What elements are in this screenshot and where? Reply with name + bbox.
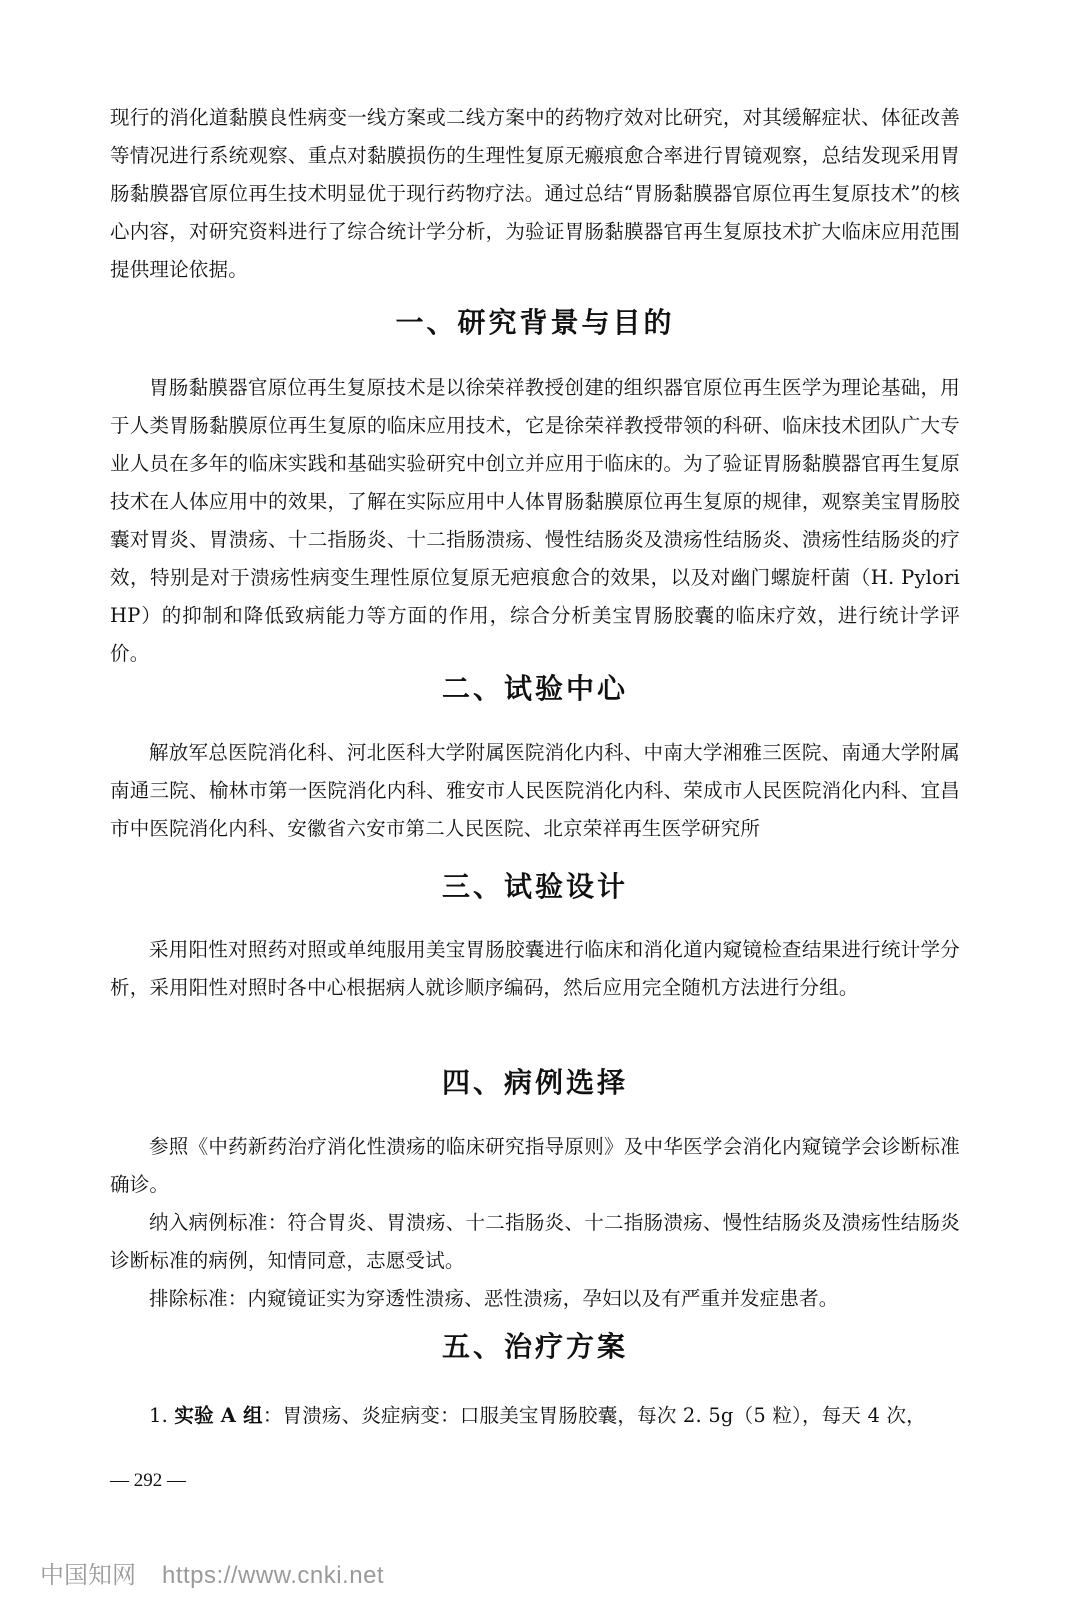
section-5	[110, 1327, 960, 1367]
section-heading: 三、试验设计	[441, 870, 628, 903]
watermark-url: https://www.cnki.net	[162, 1562, 385, 1589]
paragraph: 胃肠黏膜器官原位再生复原技术是以徐荣祥教授创建的组织器官原位再生医学为理论基础，用于人类胃肠黏膜原位再生复原的临床应用技术，它是徐荣祥教授带领的科研、临床技术团队广大专业人员在多年的临床实践和基础实验研究中创立并应用于临床的。为了验证胃肠黏膜器官再生复原技术在人体应用中的效果，了解在实际应用中人体胃肠黏膜原位再生复原的规律，观察美宝胃肠胶囊对胃炎、胃溃疡、十二指肠炎、十二指肠溃疡、慢性结肠炎及溃疡性结肠炎、溃疡性结肠炎的疗效，特别是对于溃疡性病变生理性原位复原无疤痕愈合的效果，以及对幽门螺旋杆菌（H. Pylori HP）的抑制和降低致病能力等方面的作用，综合分析美宝胃肠胶囊的临床疗效，进行统计学评价。	[110, 376, 960, 665]
section-2	[110, 669, 960, 709]
paragraph: 参照《中药新药治疗消化性溃疡的临床研究指导原则》及中华医学会消化内窥镜学会诊断标准确诊。	[110, 1135, 960, 1196]
item-label: 实验 A 组	[174, 1404, 263, 1427]
section-heading: 四、病例选择	[441, 1066, 628, 1099]
section-4	[110, 1063, 960, 1103]
section-1	[110, 303, 960, 343]
section-1-body	[110, 369, 960, 673]
page-number: — 292 —	[110, 1470, 186, 1491]
section-heading: 二、试验中心	[441, 672, 628, 705]
paragraph: 纳入病例标准：符合胃炎、胃溃疡、十二指肠炎、十二指肠溃疡、慢性结肠炎及溃疡性结肠炎诊断标准的病例，知情同意，志愿受试。	[110, 1211, 960, 1272]
treatment-item-1	[110, 1397, 960, 1435]
section-3-body	[110, 931, 960, 1007]
item-number: 1.	[149, 1404, 175, 1427]
watermark-brand: 中国知网	[40, 1562, 136, 1589]
paragraph: 采用阳性对照药对照或单纯服用美宝胃肠胶囊进行临床和消化道内窥镜检查结果进行统计学分析，采用阳性对照时各中心根据病人就诊顺序编码，然后应用完全随机方法进行分组。	[110, 938, 960, 999]
section-4-body	[110, 1128, 960, 1318]
paragraph: 排除标准：内窥镜证实为穿透性溃疡、恶性溃疡，孕妇以及有严重并发症患者。	[149, 1287, 839, 1310]
section-2-body	[110, 734, 960, 848]
section-3	[110, 867, 960, 907]
item-text: ：胃溃疡、炎症病变：口服美宝胃肠胶囊，每次 2. 5g（5 粒），每天 4 次，	[262, 1404, 926, 1427]
section-heading: 五、治疗方案	[441, 1330, 628, 1363]
paragraph: 解放军总医院消化科、河北医科大学附属医院消化内科、中南大学湘雅三医院、南通大学附属南通三院、榆林市第一医院消化内科、雅安市人民医院消化内科、荣成市人民医院消化内科、宜昌市中医院消化内科、安徽省六安市第二人民医院、北京荣祥再生医学研究所	[110, 741, 960, 840]
section-heading: 一、研究背景与目的	[395, 306, 675, 339]
cnki-watermark	[40, 1555, 384, 1590]
intro-block	[110, 99, 960, 289]
intro-paragraph: 现行的消化道黏膜良性病变一线方案或二线方案中的药物疗效对比研究，对其缓解症状、体征改善等情况进行系统观察、重点对黏膜损伤的生理性复原无瘢痕愈合率进行胃镜观察，总结发现采用胃肠黏膜器官原位再生技术明显优于现行药物疗法。通过总结“胃肠黏膜器官原位再生复原技术”的核心内容，对研究资料进行了综合统计学分析，为验证胃肠黏膜器官再生复原技术扩大临床应用范围提供理论依据。	[110, 106, 960, 281]
section-5-body	[110, 1397, 960, 1435]
